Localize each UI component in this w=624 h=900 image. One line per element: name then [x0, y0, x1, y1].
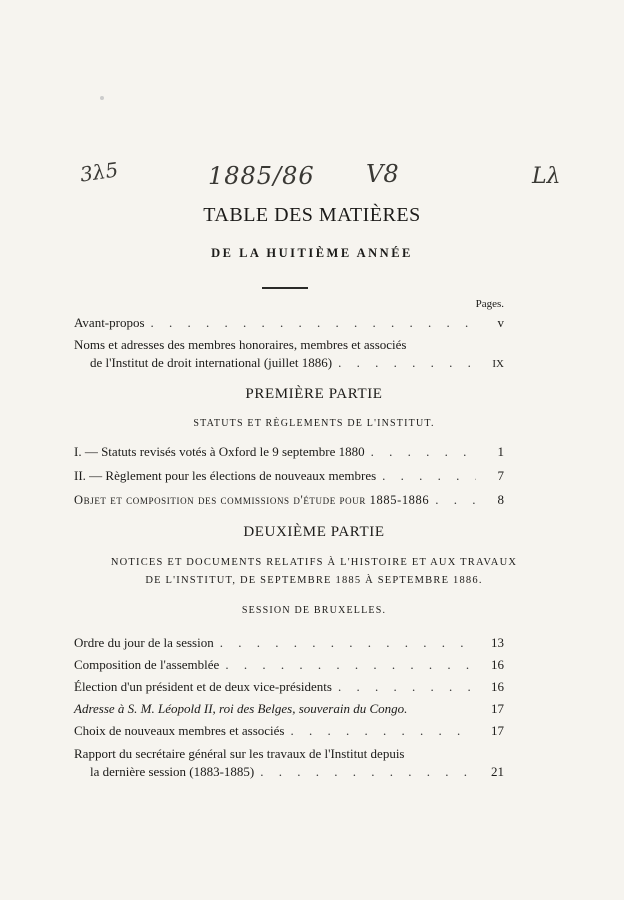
bleed-through-mark — [480, 14, 508, 44]
toc-entry — [74, 314, 504, 332]
toc-entry-page: 17 — [491, 701, 504, 716]
toc-entry-text: Élection d'un président et de deux vice-présidents — [74, 679, 332, 694]
toc-entry-text: Rapport du secrétaire général sur les travaux de l'Institut depuis — [74, 746, 405, 761]
toc-entry-page: 8 — [497, 492, 504, 507]
handwritten-note-right: Lλ — [532, 164, 561, 189]
toc-entry-text: Ordre du jour de la session — [74, 635, 214, 650]
leader-dots — [435, 491, 476, 509]
leader-dots — [371, 443, 476, 461]
toc-entry-text-cont: de l'Institut de droit international (juillet 1886) — [90, 355, 333, 370]
paper-speck — [100, 96, 104, 100]
section-heading-line: DE L'INSTITUT, DE SEPTEMBRE 1885 À SEPTEMBRE 1886. — [145, 575, 483, 586]
page-title: TABLE DES MATIÈRES — [203, 204, 421, 226]
toc-entry-text: Avant-propos — [74, 315, 145, 330]
leader-dots — [220, 634, 476, 652]
toc-entry-page: v — [497, 315, 504, 330]
title-rule — [262, 287, 308, 289]
toc-entry-page: 13 — [491, 635, 504, 650]
toc-entry-text: Adresse à S. M. Léopold II, roi des Belges, souverain du Congo. — [74, 701, 408, 716]
leader-dots — [151, 314, 476, 332]
toc-entry-page: 1 — [497, 444, 504, 459]
handwritten-note-dates: 1885/86 — [208, 162, 315, 190]
toc-entry-text: Objet et composition des commissions d'étude pour 1885-1886 — [74, 493, 430, 507]
toc-entry — [74, 678, 504, 696]
toc-entry — [74, 336, 504, 373]
leader-dots — [338, 354, 476, 372]
toc-entry-page: 16 — [491, 679, 504, 694]
toc-entry-text: I. — Statuts revisés votés à Oxford le 9 septembre 1880 — [74, 444, 365, 459]
toc-entry-text-cont: la dernière session (1883-1885) — [90, 764, 255, 779]
session-heading: SESSION DE BRUXELLES. — [241, 605, 387, 616]
section-heading-line: NOTICES ET DOCUMENTS RELATIFS À L'HISTOIRE ET AUX TRAVAUX — [110, 557, 518, 568]
leader-dots — [290, 722, 476, 740]
toc-entry-page: 17 — [491, 723, 504, 738]
toc-entry-text: Composition de l'assemblée — [74, 657, 220, 672]
toc-entry-page: 7 — [497, 468, 504, 483]
toc-entry-text: II. — Règlement pour les élections de nouveaux membres — [74, 468, 377, 483]
toc-entry-text: Noms et adresses des membres honoraires, membres et associés — [74, 337, 407, 352]
leader-dots — [338, 678, 476, 696]
handwritten-note-volume: V8 — [366, 160, 399, 188]
leader-dots — [382, 467, 476, 485]
toc-entry — [74, 745, 504, 781]
toc-entry — [74, 491, 504, 509]
leader-dots — [260, 763, 476, 781]
toc-entry-text: Choix de nouveaux membres et associés — [74, 723, 285, 738]
toc-entry — [74, 656, 504, 674]
section-heading — [34, 554, 594, 590]
pages-column-label: Pages. — [475, 298, 504, 310]
toc-entry — [74, 634, 504, 652]
toc-entry-page: 21 — [491, 764, 504, 779]
part-heading: PREMIÈRE PARTIE — [245, 386, 383, 402]
part-heading: DEUXIÈME PARTIE — [243, 524, 385, 540]
toc-entry-page: 16 — [491, 657, 504, 672]
toc-entry — [74, 467, 504, 485]
toc-entry-page: IX — [492, 358, 504, 370]
leader-dots — [225, 656, 476, 674]
page-subtitle: DE LA HUITIÈME ANNÉE — [211, 246, 413, 260]
toc-entry — [74, 443, 504, 461]
section-heading: STATUTS ET RÈGLEMENTS DE L'INSTITUT. — [193, 418, 435, 429]
toc-entry — [74, 700, 504, 718]
handwritten-note-left: 3λ5 — [78, 157, 120, 187]
toc-entry — [74, 722, 504, 740]
